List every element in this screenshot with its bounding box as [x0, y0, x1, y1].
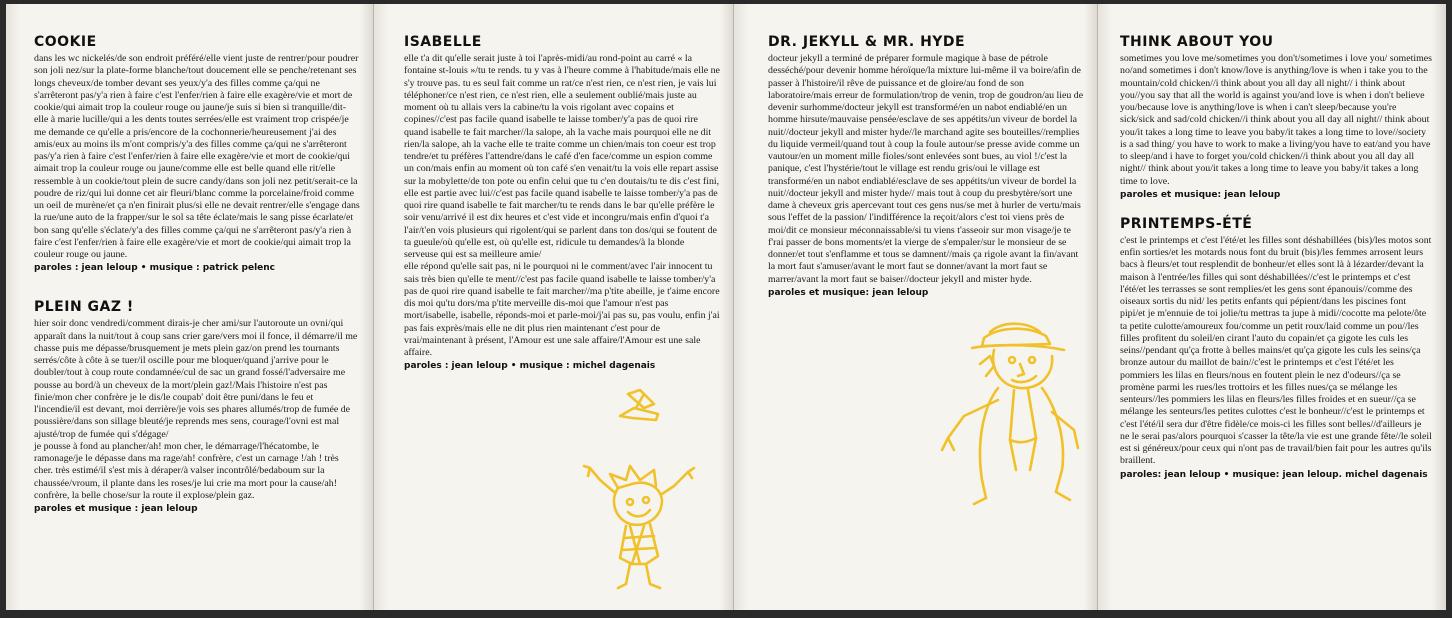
song-lyrics-isabelle: elle t'a dit qu'elle serait juste à toi l'après-midi/au rond-point au carré « la fontaine st-louis »/tu te rends. tu y vas à l'heure comme à l'habitude/mais elle ne s'y trouve pas. tu es seul fait comme un rat/ce n'est rien, ce n'est rien, je vais lui téléphoner/ce n'est rien, ce n'est rien, elle a seulement oublié/mais juste au moment où tu allais vers la cabine/tu la vois rigolant avec copains et copines//c'est pas facile quand isabelle te laisse tomber/y'a pas de quoi rire quand isabelle te fait marcher//la salope, ah la vache mais pourquoi elle ne dit rien/la salope, ah la vache elle te traite comme un chien/mais ton coeur est trop tendre/et tu préfères l'attendre/dans le café d'en face/comme un espion comme un con/mais enfin au moment où ton café s'en venait/tu la vois elle repart assise sur la mobylette/de ton pote ou enfin celui que tu c'en doutais/tu te dis c'est fini, elle est partie avec lui//c'est pas facile quand isabelle te laisse tomber/y'a pas de quoi rire quand isabelle te fait marcher/tu te rends dans le bar qu'elle préfère le soir venu/arrivé il est dix heures et c'est vide et incongru/mais enfin d'quoi t'a l'air/t'en vois plusieurs qui rigolent/qui se parlent dans ton dos/qui se foutent de ta gueule/où qu'elle est, où qu'elle est, ridicule tu demandes/à la blonde serveuse qui est sa meilleure amie/ elle répond qu'elle sait pas, ni le pourquoi ni le comment/avec l'air innocent tu sais très bien qu'elle te ment//c'est pas facile quand isabelle te laisse tomber/y'a pas de quoi rire quand isabelle te fait marcher//ma p'tite abeille, je t'aime encore dis moi qu'tu dors/ma p'tite merveille dis-moi que l'amour n'est pas mort/isabelle, isabelle, réponds-moi et parle-moi/j'ai pas su, pas voulu, enfin j'ai pas fais exprès/mais elle ne dit plus rien maintenant c'est pour de vrai/maintenant à présent, l'Amour est une sale affaire/l'Amour est une sale affaire. — [404, 53, 720, 358]
song-title-cookie: COOKIE — [34, 34, 97, 50]
jester-doodle-illustration — [570, 388, 720, 593]
booklet-panel-1 — [6, 4, 374, 610]
song-credit-cookie: paroles : jean leloup • musique : patrick pelenc — [34, 263, 275, 274]
song-title-dr-jekyll: DR. JEKYLL & MR. HYDE — [768, 34, 966, 50]
song-lyrics-think-about-you: sometimes you love me/sometimes you don't/sometimes i love you/ sometimes no/and sometimes i don't know/love is anything/love is when i take you to the mountain/cold chicken//i think about you all day all night// i think about you//you say that all the world is against you/and love is when i don't believe you/because love is anything/love is when i can't sleep/because you're sick/sick and sad/cold chicken//i think about you all day all night// think about you/it takes a long time to leave you baby/it takes a long time to love//society is a sad thing/ you have to work to make a living/you have to eat/and you have to sleep/and i have to forget you/cold chicken//i think about you all day all night// think about you/it takes a long time to leave you baby/it takes a long time to love. — [1120, 53, 1432, 187]
song-lyrics-dr-jekyll: docteur jekyll a terminé de préparer formule magique à base de pétrole desséché/pour devenir homme héroïque/la mixture lui-même il va boire/afin de passer à l'histoire/il rêve de puissance et de gloire/au fond de son laboratoire/mais erreur de formulation/trop de venin, trop de goudron/au lieu de devenir surhomme/docteur jekyll est transformé/en un nabot endiablé/en un homme hirsute/mauvaise pensée/esclave de ses appétits/un viveur de bordel la nuit//docteur jekyll and mister hyde//le marchand agite ses bouteilles//remplies du liquide vermeil/quand tout à coup la foule autour/se presse avide comme un vautour/en un moment mille fioles/sont enlevées sont bues, au viol !/c'est la panique, c'est l'hystérie/tout le village est rendu gris/oui le village est transformé/en un nabot endiablé/esclave de ses appétits/un viveur de bordel la nuit//docteur jekyll and mister hyde// mais tout à coup du presbytère/sort une dame à cheveux gris apercevant tout ces gens nus/se met à hurler de vertu/mais sous l'effet de la passion/ l'indifférence la reçoit/alors c'est toi viens près de moi/dit ce monsieur méconnaissable/si tu viens t'asseoir sur mon visage/je te f'rai passer de bons moments/et la vierge de s'empaler/sur le monsieur de se donner/et tout s'enflamme et tous se damnent//mais ça rigole avant la fin/avant la mort faut s'amuser/avant le mort faut se donner/avant la mort faut se marrer/avant la mort faut se baiser//docteur jekyll and mister hyde. — [768, 53, 1084, 285]
song-lyrics-plein-gaz: hier soir donc vendredi/comment dirais-je cher ami/sur l'autoroute un ovni/qui apparaît dans la nuit/tout à coup sans crier gare/vers moi il fonce, il démarre/il me chasse puis me dépasse/brusquement je mets plein gaz/on prend les tournants serrés/côte à côte à se tuer/il oscille pour me bloquer/quand j'arrive pour le doubler/tout à coup route condamnée/cul de sac un grand fossé/l'adversaire me pousse au bord/à un cheveux de la mort/plein gaz!/Mais l'histoire n'est pas finie/mon cher confrère je le dis/le coupab' doit être puni/dans le feu et l'incendie/il est devant, moi derrière/je vois ses phares allumés/trop de fumée de poussière/dans son sillage bleuté/je reprends mes sens, courage/l'ovni est mal ajusté/trop de fumée qui s'dégage/ je pousse à fond au plancher/ah! mon cher, le démarrage/l'hécatombe, le ramonage/je le dépasse dans ma rage/ah! confrère, c'est un carnage !/ah ! très cher. très estimé/il s'est mis à déraper/à valser incontrôlé/bedaboum sur la chaussée/vroum, il plante dans les roses/je lui crie ma mort pour la cause/ah! confrère, la belle chose/sur la route il explose/plein gaz. — [34, 318, 358, 501]
song-credit-think-about-you: paroles et musique: jean leloup — [1120, 189, 1281, 200]
song-credit-isabelle: paroles : jean leloup • musique : michel dagenais — [404, 361, 656, 372]
song-lyrics-printemps-ete: c'est le printemps et c'est l'été/et les filles sont déshabillées (bis)/les motos sont enfin sorties/et les motards nous font du bruit (bis)/les femmes arrosent leurs bacs à fleurs/et tout resplendit de bonheur/et elles sont là à lézarder/devant la maison à l'entrée/les filles qui sont déshabillées//c'est le printemps et c'est l'été/et les terrasses se sont remplies/et les gens sont épanouis//comme des oiseaux sortis du nid/ les petits enfants qui pépient/dans les piscines font pipi/et je m'ennuie de toi jolie/tu mettras ta jupe à midi//cocotte ma pelote/ôte ta petite culotte/amoureux fou/comme un petit roux/laid comme un pou//les filles profitent du soleil/en cirant l'auto du copain/et ça gigote les culs les seins//pendant qu'ça frotte à belles mains/et qu'ça gigote les culs les seins/ça bronze autour du maillot de bain//c'est le printemps et c'est l'été/et les pommiers les lilas en fleurs/nous en foutent plein le nez d'odeurs//ça se promène parmi les rues/les trottoirs et les filles nues/ça se mélange les senteurs//les pommiers les lilas en fleurs/les filles froides et en sueur//ça se mélange les senteurs/les petites culottes c'est le bonheur//c'est le printemps et c'est l'été/il sera dur d'être fidèle/ce mois-ci les filles sont belles//d'ailleurs je ne le serai pas/alors pourquoi s'casser la tête/la vie est une grande fête//le soleil est si généreux/pour ceux qui n'ont pas de travail/bien fait pour les autres qu'ils braillent. — [1120, 234, 1432, 467]
song-title-think-about-you: THINK ABOUT YOU — [1120, 34, 1274, 50]
song-credit-printemps-ete: paroles: jean leloup • musique: jean leloup. michel dagenais — [1120, 469, 1428, 480]
booklet-panel-2 — [374, 4, 734, 610]
song-title-isabelle: ISABELLE — [404, 34, 482, 50]
song-credit-plein-gaz: paroles et musique : jean leloup — [34, 504, 198, 514]
hyde-doodle-illustration — [924, 320, 1094, 510]
song-title-printemps-ete: PRINTEMPS-ÉTÉ — [1120, 215, 1253, 232]
song-credit-dr-jekyll: paroles et musique: jean leloup — [768, 287, 929, 298]
booklet-panel-4 — [1098, 4, 1446, 610]
booklet-panel-3 — [734, 4, 1098, 610]
song-lyrics-cookie: dans les wc nickelés/de son endroit préféré/elle vient juste de rentrer/pour poudrer son joli nez/sur la plate-forme blanche/tout doucement elle se penche/retenant ses longs cheveux/de tomber devant ses yeux/y'a des filles comme ça/qui ne s'arrêteront pas/y'a rien à faire c'est l'enfer/rien à faire elle exagère/vie et mort de cookie/qui aimait trop la couleur rouge ou jaune/je suis si bien si tranquille/dit-elle à marie lucille/qui a les dents toutes serrées/elle est vraiment trop crispée/je me demande ce qu'elle a pris/encore de la cochonnerie/heureusement j'ai des amis/eux au moins ils m'ont compris/y'a des filles comme ça/qui ne s'arrêteront pas/y'a rien à faire c'est l'enfer/rien à faire elle exagère/vie et mort de cookie/qui aimait trop la couleur rouge ou jaune/comme elle est belle quand elle rit/elle ressemble à un cookie/tout plein de sucre candy/dans son joli nez petit/serait-ce la poudre de riz/qui lui donne cet air fleuri/blanc comme la porcelaine/froid comme un oeil de murène/et ça n'en finirait plus/si elle ne devait rentrer/elle s'engage dans la rue/une auto de la frapper/sur le sol sa tête éclate/mais le sang pisse écarlate/et bon sang qu'elle s'éclate/y'a des filles comme ça/qui ne s'arrêteront pas/y'a rien à faire c'est l'enfer/rien à faire elle exagère/vie et mort de cookie/qui aimait trop la couleur rouge ou jaune. — [34, 53, 360, 260]
lyrics-booklet — [6, 4, 1446, 610]
song-title-plein-gaz: PLEIN GAZ ! — [34, 299, 134, 316]
